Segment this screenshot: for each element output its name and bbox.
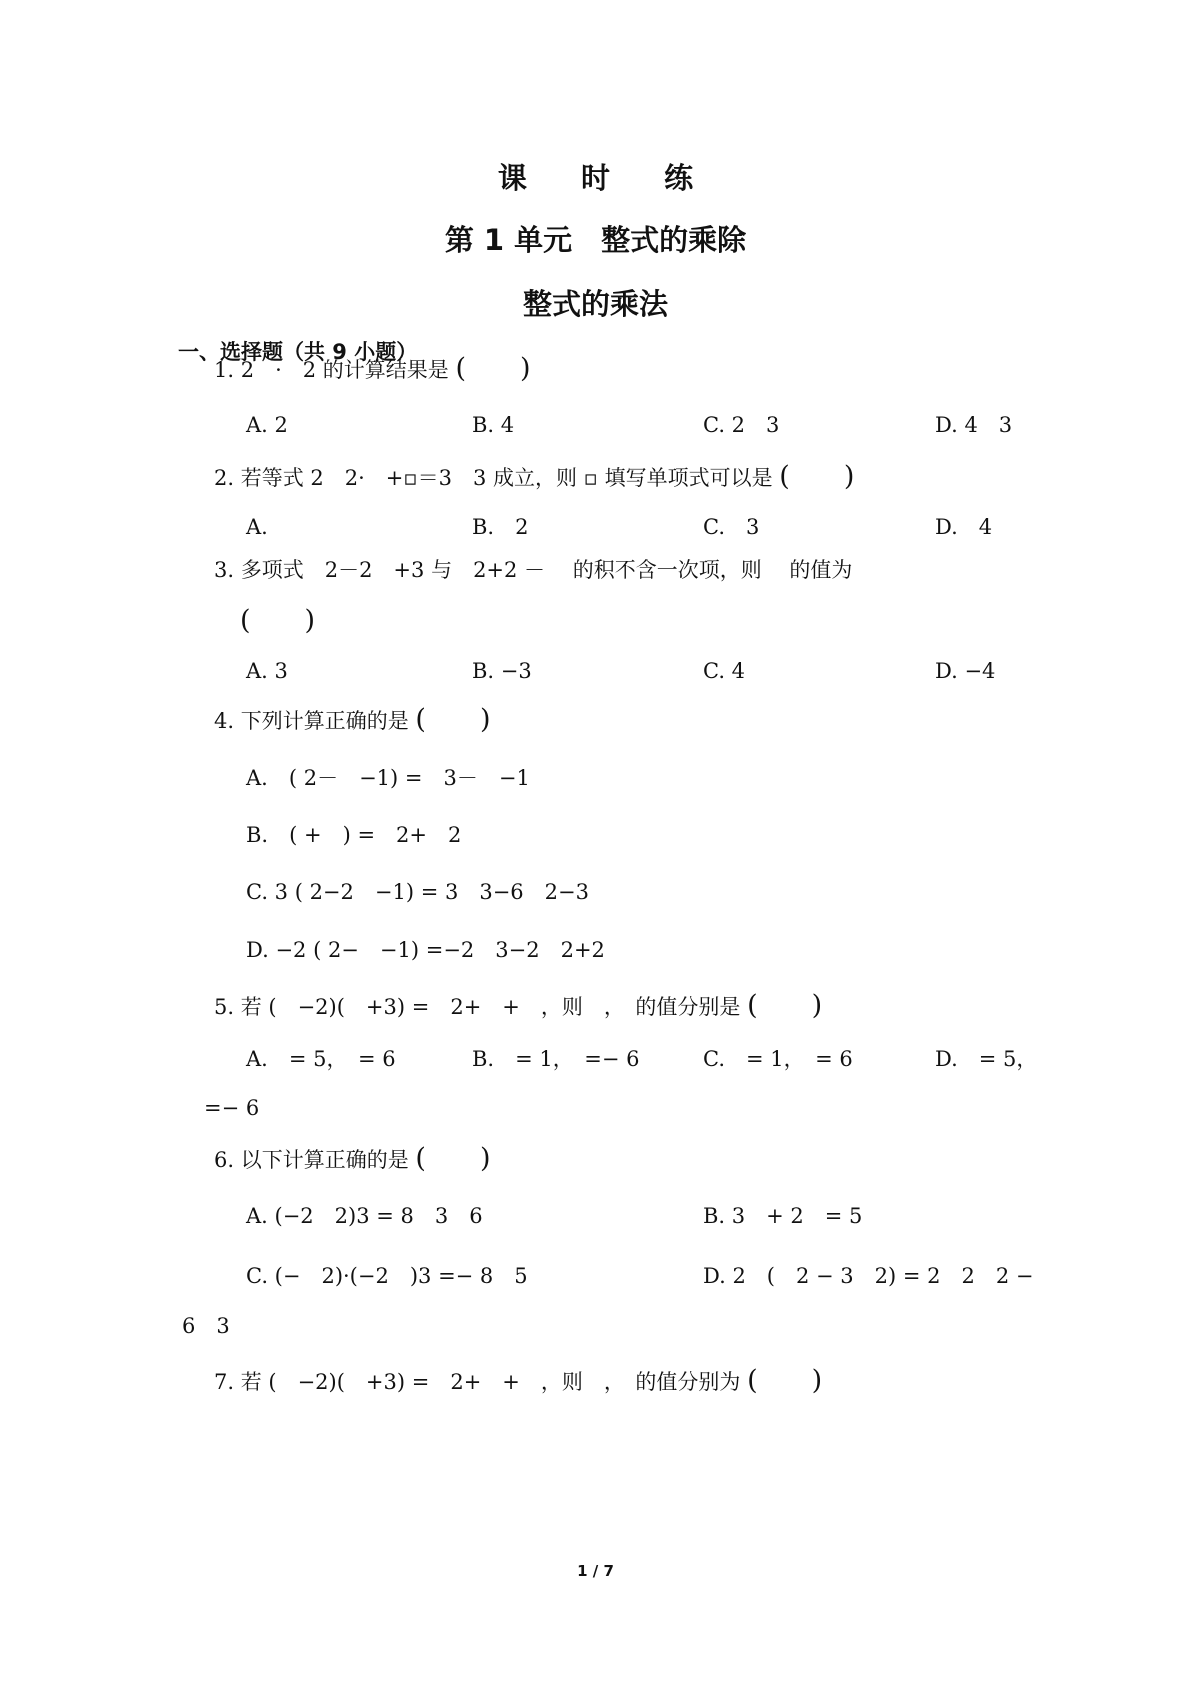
q5-option-c: C. = 1， = 6 [703,1047,853,1071]
q6-option-a: A. (−2 2)3 = 8 3 6 [246,1204,483,1228]
q2-option-c: C. 3 [703,515,760,539]
page-number: 1 / 7 [577,1562,614,1580]
q4-option-b: B. ( + ) = 2+ 2 [246,823,462,847]
q6-option-d-continued: 6 3 [182,1314,230,1338]
q2-option-b: B. 2 [472,515,529,539]
q1-option-b: B. 4 [472,413,515,437]
q5-option-d-continued: =− 6 [204,1096,260,1120]
q6-option-b: B. 3 + 2 = 5 [703,1204,863,1228]
q5-option-a: A. = 5， = 6 [246,1047,396,1071]
answer-bracket: ( ) [747,990,823,1021]
q1-option-c: C. 2 3 [703,413,780,437]
worksheet-title: 课 时 练 [497,161,716,195]
q4-option-c: C. 3 ( 2−2 −1) = 3 3−6 2−3 [246,880,589,904]
q3-option-a: A. 3 [246,659,288,683]
question-5 [214,991,822,1022]
q1-option-d: D. 4 3 [935,413,1013,437]
section-heading: 一、选择题（共 9 小题） [178,340,418,364]
q3-option-d: D. −4 [935,659,996,683]
q2-option-d: D. 4 [935,515,993,539]
q4-option-a: A. ( 2－ −1) = 3－ −1 [246,766,530,790]
answer-bracket: ( ) [415,1143,491,1174]
q2-option-a: A. [246,515,268,539]
answer-bracket: ( ) [415,704,491,735]
question-6 [214,1144,490,1175]
question-6-stem: 6. 以下计算正确的是 [214,1148,409,1172]
question-7 [214,1366,822,1397]
answer-bracket: ( ) [240,605,316,636]
question-5-stem: 5. 若 ( −2)( +3) = 2+ + ，则 ， 的值分别是 [214,995,741,1019]
question-7-stem: 7. 若 ( −2)( +3) = 2+ + ，则 ， 的值分别为 [214,1370,741,1394]
question-1-stem: 1. 2 · 2 的计算结果是 [214,358,449,382]
lesson-title: 整式的乘法 [522,287,668,321]
q6-option-d: D. 2 ( 2 − 3 2) = 2 2 2 − [703,1264,1034,1288]
q3-option-c: C. 4 [703,659,746,683]
answer-bracket: ( ) [779,461,855,492]
question-4-stem: 4. 下列计算正确的是 [214,709,409,733]
q5-option-b: B. = 1， =− 6 [472,1047,640,1071]
question-4 [214,705,490,736]
question-3-stem: 3. 多项式 2－2 +3 与 2+2 － 的积不含一次项，则 的值为 [214,558,853,582]
q5-option-d: D. = 5， [935,1047,1038,1071]
q1-option-a: A. 2 [246,413,288,437]
unit-title: 第 1 单元 整式的乘除 [444,223,747,257]
answer-bracket: ( ) [747,1365,823,1396]
q4-option-d: D. −2 ( 2− −1) =−2 3−2 2+2 [246,938,605,962]
question-2 [214,462,854,493]
question-2-stem: 2. 若等式 2 2· +▫＝3 3 成立，则 ▫ 填写单项式可以是 [214,466,773,490]
answer-bracket: ( ) [455,353,531,384]
question-1 [214,354,531,385]
q6-option-c: C. (− 2)·(−2 )3 =− 8 5 [246,1264,528,1288]
q3-option-b: B. −3 [472,659,532,683]
